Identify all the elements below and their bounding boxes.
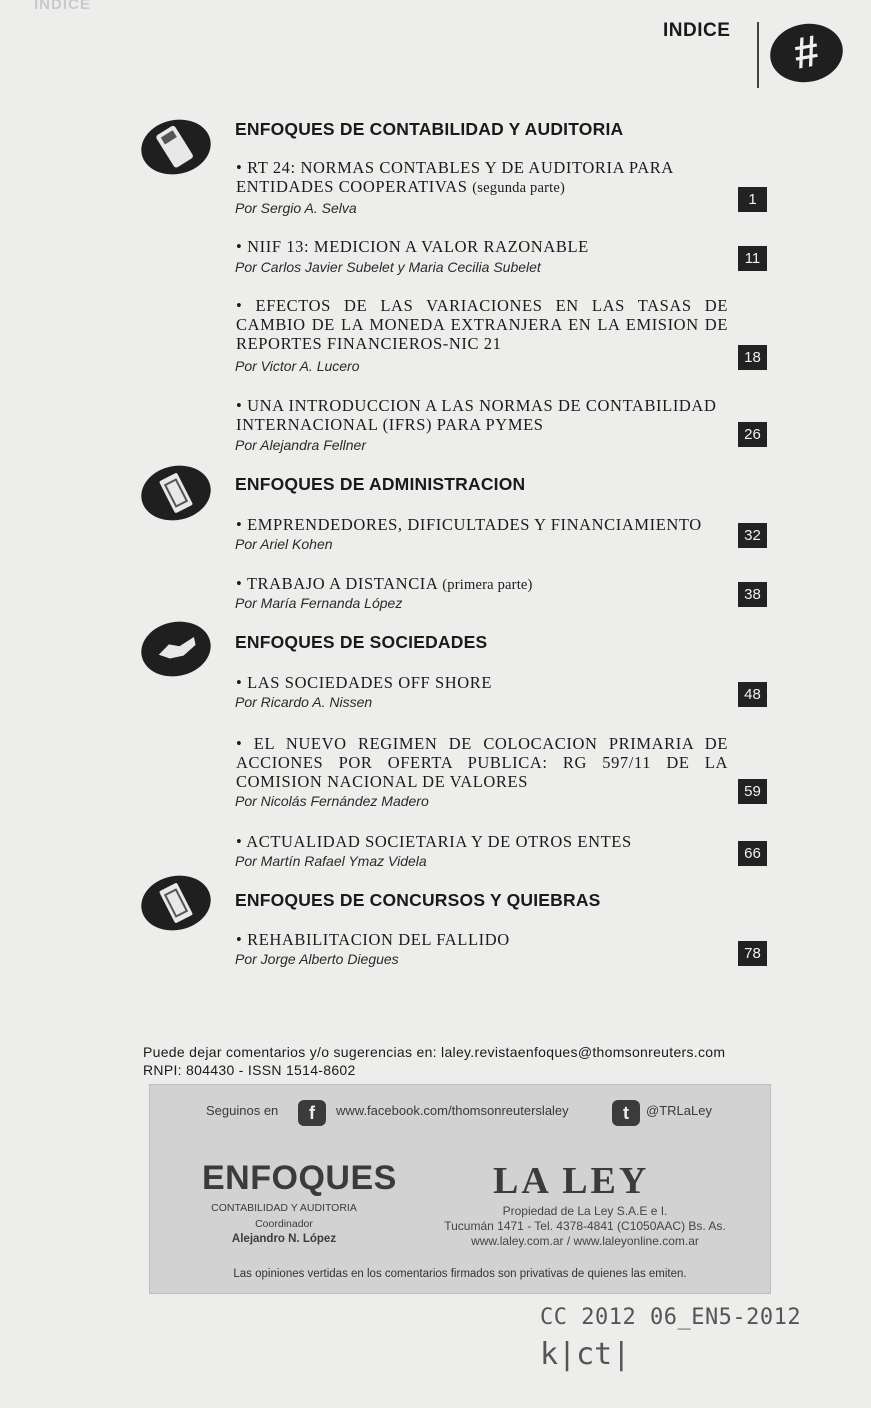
comments-line[interactable]: Puede dejar comentarios y/o sugerencias en: laley.revistaenfoques@thomsonreuters.com (143, 1044, 726, 1060)
page-number[interactable]: 59 (738, 779, 767, 804)
handwritten-code: CC 2012 06_EN5-2012 (540, 1305, 802, 1330)
footer-box (149, 1084, 771, 1294)
entry-author: Por Ariel Kohen (235, 536, 333, 552)
page-title: INDICE (663, 20, 731, 41)
publisher-web[interactable]: www.laley.com.ar / www.laleyonline.com.ar (471, 1234, 699, 1248)
page-number[interactable]: 38 (738, 582, 767, 607)
twitter-handle[interactable]: @TRLaLey (646, 1103, 712, 1118)
entry-title[interactable]: • EFECTOS DE LAS VARIACIONES EN LAS TASAS DE CAMBIO DE LA MONEDA EXTRANJERA EN LA EMISION DE REPORTES FINANCIEROS-NIC 21 (236, 296, 728, 353)
publisher-address: Tucumán 1471 - Tel. 4378-4841 (C1050AAC) Bs. As. (444, 1219, 726, 1233)
publisher-logo: LA LEY (493, 1160, 650, 1202)
handwritten-initials: k|ct| (540, 1337, 631, 1372)
facebook-link[interactable]: www.facebook.com/thomsonreuterslaley (336, 1103, 569, 1118)
section-title-contabilidad: ENFOQUES DE CONTABILIDAD Y AUDITORIA (235, 119, 624, 139)
page-number[interactable]: 78 (738, 941, 767, 966)
twitter-icon[interactable]: t (612, 1100, 640, 1126)
entry-title[interactable]: • NIIF 13: MEDICION A VALOR RAZONABLE (236, 237, 728, 256)
brand-logo: ENFOQUES (202, 1159, 397, 1197)
entry-author: Por Martín Rafael Ymaz Videla (235, 853, 427, 869)
page-number[interactable]: 1 (738, 187, 767, 212)
entry-author: Por Sergio A. Selva (235, 200, 357, 216)
entry-title[interactable]: • RT 24: NORMAS CONTABLES Y DE AUDITORIA PARA ENTIDADES COOPERATIVAS (segunda parte) (236, 158, 728, 198)
entry-title[interactable]: • REHABILITACION DEL FALLIDO (236, 930, 728, 949)
coordinator-name: Alejandro N. López (231, 1233, 337, 1245)
rnpi-line: RNPI: 804430 - ISSN 1514-8602 (143, 1062, 356, 1078)
comments-block (143, 1043, 725, 1079)
page-number[interactable]: 66 (738, 841, 767, 866)
calculator-icon (136, 113, 216, 180)
page-number[interactable]: 26 (738, 422, 767, 447)
folder-icon (136, 459, 216, 526)
entry-author: Por Ricardo A. Nissen (235, 694, 373, 710)
entry-author: Por Carlos Javier Subelet y Maria Cecilia Subelet (235, 259, 541, 275)
folder-icon (136, 869, 216, 936)
handshake-icon (136, 615, 216, 682)
page-number[interactable]: 11 (738, 246, 767, 271)
entry-title[interactable]: • EL NUEVO REGIMEN DE COLOCACION PRIMARIA DE ACCIONES POR OFERTA PUBLICA: RG 597/11 DE LA COMISION NACIONAL DE VALORES (236, 734, 728, 791)
ghost-header: INDICE (34, 0, 91, 13)
section-title-administracion: ENFOQUES DE ADMINISTRACION (235, 474, 526, 494)
facebook-icon[interactable]: f (298, 1100, 326, 1126)
disclaimer: Las opiniones vertidas en los comentarios firmados son privativas de quienes las emiten. (233, 1268, 687, 1280)
hash-icon: # (766, 18, 848, 88)
coordinator-label: Coordinador (255, 1218, 313, 1230)
publisher-ownership: Propiedad de La Ley S.A.E e I. (502, 1204, 668, 1218)
entry-title[interactable]: • TRABAJO A DISTANCIA (primera parte) (236, 574, 728, 595)
page-number[interactable]: 18 (738, 345, 767, 370)
entry-author: Por Jorge Alberto Diegues (235, 951, 399, 967)
brand-subtitle: CONTABILIDAD Y AUDITORIA (211, 1202, 357, 1214)
entry-title[interactable]: • ACTUALIDAD SOCIETARIA Y DE OTROS ENTES (236, 832, 728, 851)
entry-title[interactable]: • LAS SOCIEDADES OFF SHORE (236, 673, 728, 692)
section-title-sociedades: ENFOQUES DE SOCIEDADES (235, 632, 488, 652)
page-number[interactable]: 48 (738, 682, 767, 707)
entry-author: Por Nicolás Fernández Madero (235, 793, 429, 809)
follow-label: Seguinos en (206, 1103, 279, 1118)
page-number[interactable]: 32 (738, 523, 767, 548)
entry-title[interactable]: • EMPRENDEDORES, DIFICULTADES Y FINANCIAMIENTO (236, 515, 728, 534)
header-divider (757, 22, 759, 88)
entry-author: Por Victor A. Lucero (235, 358, 360, 374)
entry-author: Por María Fernanda López (235, 595, 403, 611)
section-title-concursos: ENFOQUES DE CONCURSOS Y QUIEBRAS (235, 890, 601, 910)
entry-title[interactable]: • UNA INTRODUCCION A LAS NORMAS DE CONTABILIDAD INTERNACIONAL (IFRS) PARA PYMES (236, 396, 728, 434)
entry-author: Por Alejandra Fellner (235, 437, 366, 453)
